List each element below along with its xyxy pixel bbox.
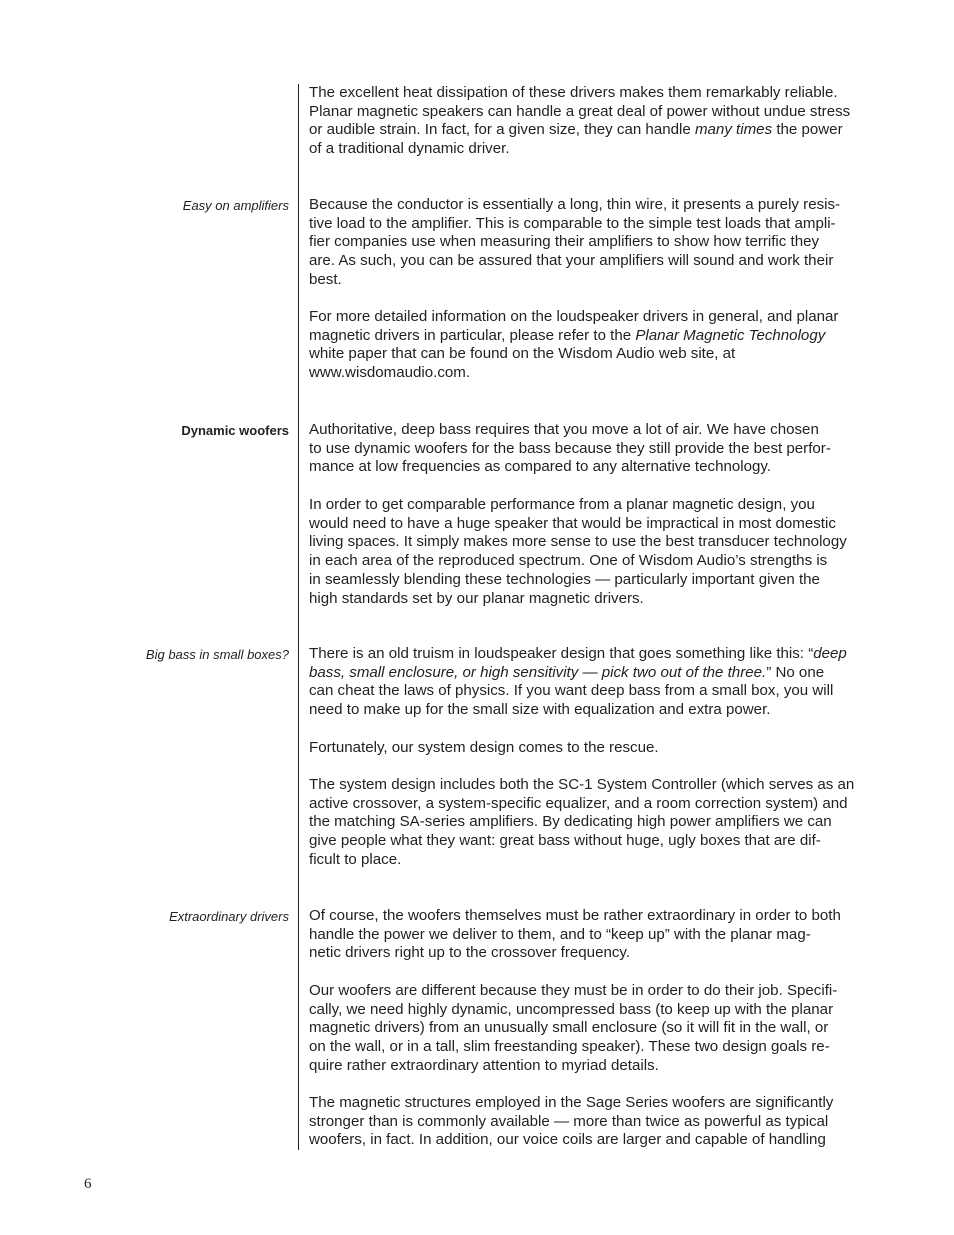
paragraph-magnetic-structures: The magnetic structures employed in the Sage Series woofers are significantly stronger than is commonly available — more than twice as powerful as typical woofers, in fact. In addition, our voice coils are larger and capable of handling (309, 1094, 834, 1149)
sidenote-extraordinary-drivers: Extraordinary drivers (169, 909, 289, 924)
page-number: 6 (84, 1176, 92, 1192)
paragraph-more-information: For more detailed information on the loudspeaker drivers in general, and planar magnetic drivers in particular, please refer to the Planar Magnetic Technology white paper that can be found on the Wisdom Audio web site, at www.wisdomaudio.com. (309, 308, 839, 382)
paragraph-system-design: The system design includes both the SC-1 System Controller (which serves as an active crossover, a system-specific equalizer, and a room correction system) and the matching SA-series amplifiers. By dedicating high power amplifiers we can give people what they want: great bass without huge, ugly boxes that are dif- ficult to place. (309, 776, 855, 868)
paragraph-heat-dissipation: The excellent heat dissipation of these drivers makes them remarkably reliable. Planar magnetic speakers can handle a great deal of power without undue stress or audible strain. In fact, for a given size, they can handle many times the power of a traditional dynamic driver. (309, 84, 851, 158)
sidenote-big-bass: Big bass in small boxes? (145, 647, 289, 662)
sidenote-dynamic-woofers: Dynamic woofers (181, 423, 289, 438)
paragraph-our-woofers: Our woofers are different because they must be in order to do their job. Specifi- cally, we need highly dynamic, uncompressed bass (to keep up with the planar magnetic drivers) from an unusually small enclosure (so it will fit in the wall, or on the wall, or in a tall, slim freestanding speaker). These two design goals re- quire rather extraordinary attention to myriad details. (309, 982, 838, 1074)
paragraph-comparable-performance: In order to get comparable performance from a planar magnetic design, you would need to have a huge speaker that would be impractical in most domestic living spaces. It simply makes more sense to use the best transducer technology in each area of the reproduced spectrum. One of Wisdom Audio’s strengths is in seamlessly blending these technologies — particularly important given the high standards set by our planar magnetic drivers. (309, 496, 847, 607)
paragraph-resistive-load: Because the conductor is essentially a long, thin wire, it presents a purely resis- tive load to the amplifier. This is comparable to the simple test loads that ampli- fier companies use when measuring their amplifiers to show how terrific they are. As such, you can be assured that your amplifiers will sound and work their best. (309, 196, 841, 288)
margin-rule (298, 84, 299, 1150)
paragraph-of-course: Of course, the woofers themselves must be rather extraordinary in order to both handle the power we deliver to them, and to “keep up” with the planar mag- netic drivers right up to the crossover frequency. (309, 907, 841, 962)
paragraph-old-truism: There is an old truism in loudspeaker design that goes something like this: “deep bass, small enclosure, or high sensitivity — pick two out of the three.” No one can cheat the laws of physics. If you want deep bass from a small box, you will need to make up for the small size with equalization and extra power. (309, 645, 847, 719)
sidenote-easy-on-amplifiers: Easy on amplifiers (182, 198, 289, 213)
paragraph-fortunately: Fortunately, our system design comes to the rescue. (309, 739, 659, 756)
paragraph-deep-bass: Authoritative, deep bass requires that you move a lot of air. We have chosen to use dynamic woofers for the bass because they still provide the best perfor- mance at low frequencies as compared to any alternative technology. (309, 421, 831, 476)
